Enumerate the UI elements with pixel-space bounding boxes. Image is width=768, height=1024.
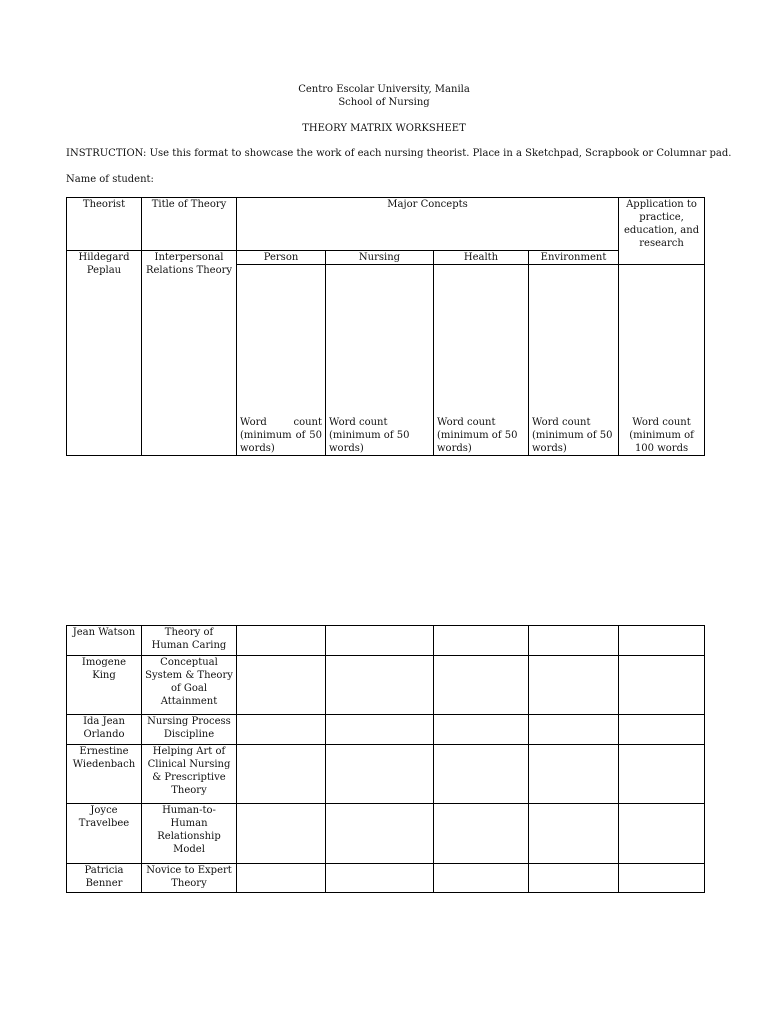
word-count-nursing: Word count (minimum of 50 words) <box>329 417 410 454</box>
word-count-health: Word count (minimum of 50 words) <box>437 417 518 454</box>
theory-title: Human-to-Human Relationship Model <box>142 804 237 864</box>
person-blank-cell <box>237 864 326 893</box>
header-health: Health <box>434 251 529 265</box>
health-cell <box>434 265 529 456</box>
theory-title: Helping Art of Clinical Nursing & Prescriptive Theory <box>142 745 237 804</box>
environment-cell <box>529 265 619 456</box>
environment-blank-cell <box>529 745 619 804</box>
person-cell <box>237 265 326 456</box>
word-count-environment: Word count (minimum of 50 words) <box>532 417 613 454</box>
nursing-blank-cell <box>326 656 434 715</box>
table-row <box>67 715 705 745</box>
theorist-name: Patricia Benner <box>67 864 142 893</box>
theory-title: Nursing Process Discipline <box>142 715 237 745</box>
worksheet-title: THEORY MATRIX WORKSHEET <box>302 123 466 134</box>
header-nursing: Nursing <box>326 251 434 265</box>
person-blank-cell <box>237 715 326 745</box>
health-blank-cell <box>434 804 529 864</box>
nursing-blank-cell <box>326 864 434 893</box>
theorist-name: Ida Jean Orlando <box>67 715 142 745</box>
university-name: Centro Escolar University, Manila <box>298 84 470 95</box>
application-blank-cell <box>619 626 705 656</box>
header-title-of-theory: Title of Theory <box>142 198 237 251</box>
theory-title: Novice to Expert Theory <box>142 864 237 893</box>
table-row <box>67 804 705 864</box>
health-blank-cell <box>434 656 529 715</box>
theory-title-cell: Interpersonal Relations Theory <box>142 251 237 456</box>
application-blank-cell <box>619 804 705 864</box>
environment-blank-cell <box>529 626 619 656</box>
health-blank-cell <box>434 745 529 804</box>
theory-title: Theory of Human Caring <box>142 626 237 656</box>
environment-blank-cell <box>529 804 619 864</box>
student-name-label: Name of student: <box>66 174 154 185</box>
application-blank-cell <box>619 745 705 804</box>
theorist-name: Imogene King <box>67 656 142 715</box>
person-blank-cell <box>237 626 326 656</box>
environment-blank-cell <box>529 715 619 745</box>
nursing-blank-cell <box>326 804 434 864</box>
nursing-blank-cell <box>326 745 434 804</box>
environment-blank-cell <box>529 864 619 893</box>
health-blank-cell <box>434 864 529 893</box>
table-row <box>67 626 705 656</box>
person-blank-cell <box>237 804 326 864</box>
nursing-blank-cell <box>326 715 434 745</box>
header-person: Person <box>237 251 326 265</box>
word-count-application: Word count (minimum of 100 words <box>629 417 694 454</box>
nursing-cell <box>326 265 434 456</box>
application-cell <box>619 265 705 456</box>
health-blank-cell <box>434 715 529 745</box>
theorist-cell: Hildegard Peplau <box>67 251 142 456</box>
theorist-name: Ernestine Wiedenbach <box>67 745 142 804</box>
person-blank-cell <box>237 656 326 715</box>
school-name: School of Nursing <box>338 97 430 108</box>
instruction-text: INSTRUCTION: Use this format to showcase the work of each nursing theorist. Place in a Sketchpad, Scrapbook or Columnar pad. <box>66 148 732 159</box>
theorist-name: Joyce Travelbee <box>67 804 142 864</box>
application-blank-cell <box>619 715 705 745</box>
nursing-blank-cell <box>326 626 434 656</box>
header-application: Application to practice, education, and research <box>619 198 705 265</box>
header-theorist: Theorist <box>67 198 142 251</box>
health-blank-cell <box>434 626 529 656</box>
application-blank-cell <box>619 656 705 715</box>
person-blank-cell <box>237 745 326 804</box>
theory-title: Conceptual System & Theory of Goal Attainment <box>142 656 237 715</box>
theory-matrix-table <box>66 197 705 456</box>
application-blank-cell <box>619 864 705 893</box>
table-row <box>67 864 705 893</box>
table-row <box>67 656 705 715</box>
table-row <box>67 745 705 804</box>
header-environment: Environment <box>529 251 619 265</box>
header-major-concepts: Major Concepts <box>237 198 619 251</box>
theorist-list-table <box>66 625 705 893</box>
environment-blank-cell <box>529 656 619 715</box>
word-count-person: Word count (minimum of 50 words) <box>240 417 322 454</box>
theorist-name: Jean Watson <box>67 626 142 656</box>
